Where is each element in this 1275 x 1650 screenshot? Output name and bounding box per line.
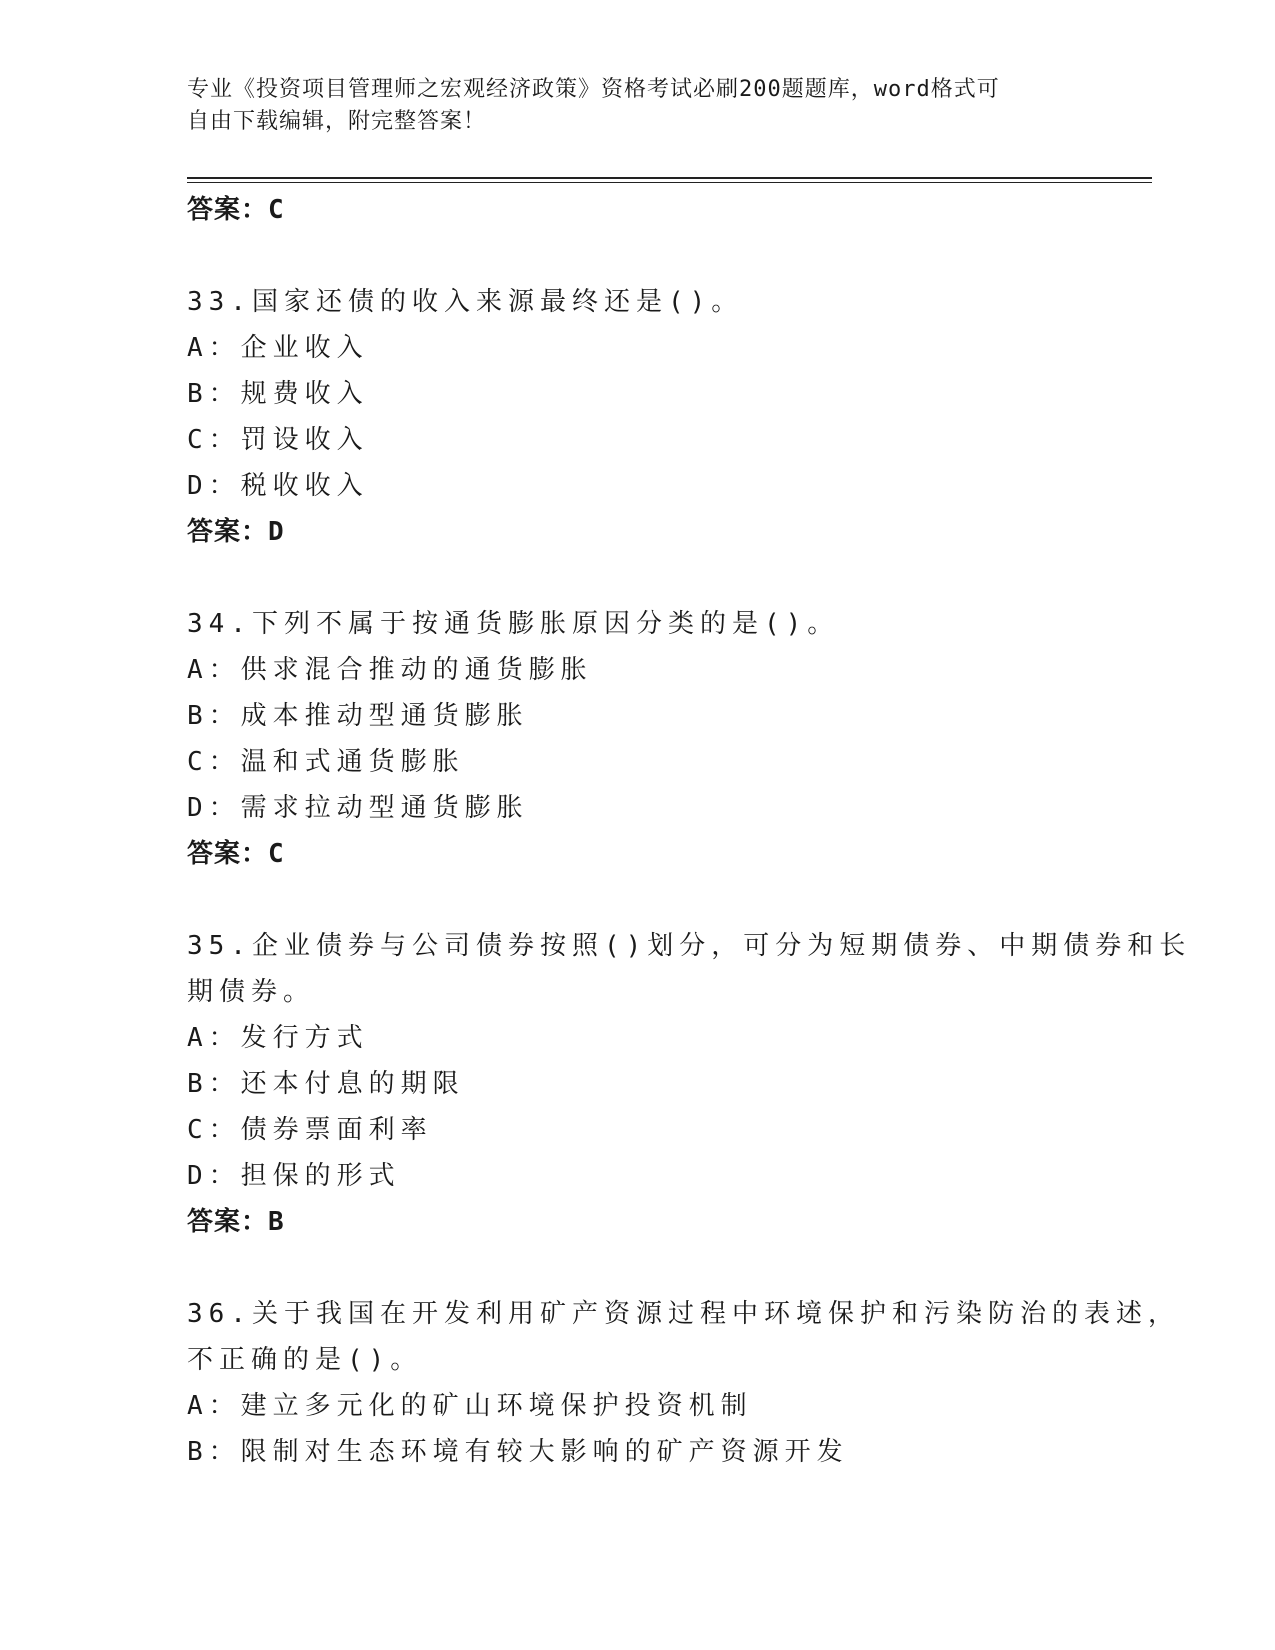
option-b: B：规费收入 xyxy=(187,379,369,409)
question-stem: 33.国家还债的收入来源最终还是()。 xyxy=(187,287,744,317)
question-stem-line-1: 35.企业债券与公司债券按照()划分，可分为短期债券、中期债券和长 xyxy=(187,931,1192,961)
header-line-1: 专业《投资项目管理师之宏观经济政策》资格考试必刷200题题库，word格式可 xyxy=(187,77,1000,102)
header-rule-thin xyxy=(187,182,1152,183)
option-b: B：成本推动型通货膨胀 xyxy=(187,701,529,731)
option-a: A：企业收入 xyxy=(187,333,369,363)
header-rule xyxy=(187,177,1152,179)
option-c: C：罚设收入 xyxy=(187,425,369,455)
previous-answer: 答案：C xyxy=(187,195,285,225)
option-b: B：还本付息的期限 xyxy=(187,1069,465,1099)
option-d: D：担保的形式 xyxy=(187,1161,401,1191)
option-b: B：限制对生态环境有较大影响的矿产资源开发 xyxy=(187,1437,849,1467)
question-stem-line-2: 不正确的是()。 xyxy=(187,1345,423,1375)
option-a: A：发行方式 xyxy=(187,1023,369,1053)
option-c: C：债券票面利率 xyxy=(187,1115,433,1145)
header-line-2: 自由下载编辑，附完整答案！ xyxy=(187,109,487,134)
question-35 xyxy=(187,923,1192,1245)
option-c: C：温和式通货膨胀 xyxy=(187,747,465,777)
question-36 xyxy=(187,1291,1180,1475)
document-header xyxy=(187,74,1087,138)
question-stem-line-2: 期债券。 xyxy=(187,977,316,1007)
option-a: A：建立多元化的矿山环境保护投资机制 xyxy=(187,1391,753,1421)
answer: 答案：D xyxy=(187,517,285,547)
option-d: D：税收收入 xyxy=(187,471,369,501)
option-a: A：供求混合推动的通货膨胀 xyxy=(187,655,593,685)
question-list xyxy=(187,187,1192,1475)
option-d: D：需求拉动型通货膨胀 xyxy=(187,793,529,823)
question-stem: 34.下列不属于按通货膨胀原因分类的是()。 xyxy=(187,609,840,639)
answer: 答案：B xyxy=(187,1207,285,1237)
question-34 xyxy=(187,601,1087,877)
question-33 xyxy=(187,279,1087,555)
answer: 答案：C xyxy=(187,839,285,869)
question-stem-line-1: 36.关于我国在开发利用矿产资源过程中环境保护和污染防治的表述， xyxy=(187,1299,1180,1329)
